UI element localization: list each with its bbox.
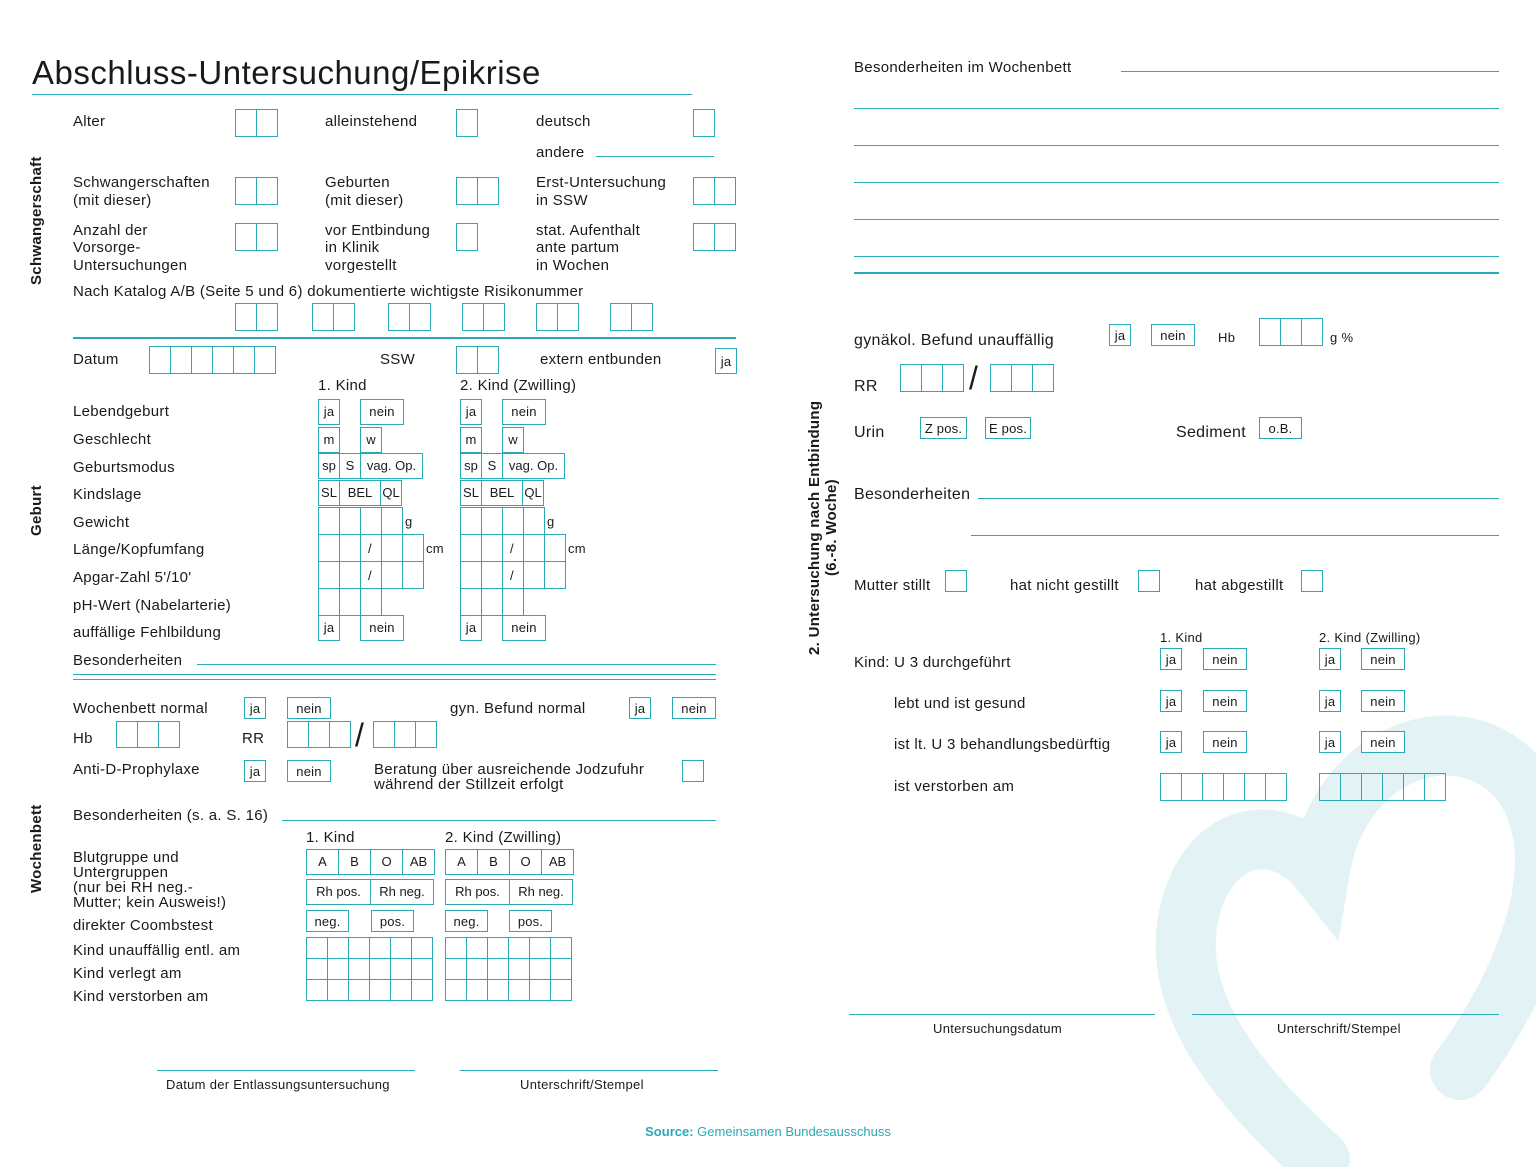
divider-right [854,272,1499,274]
label-geschlecht: Geschlecht [73,431,152,448]
wochenbett-rr-sys[interactable] [287,721,351,748]
k2-laenge-slash: / [510,541,514,556]
k2-fehlbildung-nein[interactable]: nein [502,615,546,641]
right-besonderheiten-line-1[interactable] [978,498,1499,499]
label-beratung-2: während der Stillzeit erfolgt [374,776,564,793]
label-geburten: Geburten [325,174,390,191]
risikonummer-6[interactable] [610,303,653,331]
k1-coombs-neg[interactable]: neg. [306,910,349,932]
label-ph-wert: pH-Wert (Nabelarterie) [73,597,232,614]
k1-datum-grid[interactable] [306,937,433,1001]
k2-modus-s[interactable]: S [481,453,503,479]
right-kind1-header: 1. Kind [1160,630,1203,645]
k1-lage-ql[interactable]: QL [380,480,402,506]
label-wochenbett-normal: Wochenbett normal [73,700,208,717]
wochenbett-hb-input[interactable] [116,721,180,748]
ssw-input[interactable] [456,346,499,374]
k1-rh-row [306,879,434,905]
label-laenge-kopfumfang: Länge/Kopfumfang [73,541,205,558]
k1-u3-ja[interactable]: ja [1160,648,1182,670]
label-kind-verlegt: Kind verlegt am [73,965,182,982]
extern-entbunden-ja[interactable]: ja [715,348,737,374]
geburt-datum-input[interactable] [149,346,276,374]
label-vor-entbindung-2: in Klinik [325,239,380,256]
right-rr-dia[interactable] [990,364,1054,392]
k1-fehlbildung-ja[interactable]: ja [318,615,340,641]
label-nicht-gestillt: hat nicht gestillt [1010,577,1119,594]
label-vor-entbindung-3: vorgestellt [325,257,397,274]
section-label-geburt: Geburt [28,485,45,536]
label-katalog: Nach Katalog A/B (Seite 5 und 6) dokumentierte wichtigste Risikonummer [73,283,584,300]
k2-blut-b[interactable]: B [477,849,510,875]
datum-entlassung-line[interactable] [157,1070,415,1071]
anti-d-nein[interactable]: nein [287,760,331,782]
label-ssw: SSW [380,351,416,368]
k1-apgar-slash: / [368,568,372,583]
wochenbett-normal-ja[interactable]: ja [244,697,266,719]
k2-laenge-unit: cm [568,541,586,556]
k1-laenge-slash: / [368,541,372,556]
k2-ph-input[interactable] [460,588,524,616]
divider-wochenbett-2 [73,679,716,680]
unterschrift-left-line[interactable] [460,1070,718,1071]
geburt-kind1-header: 1. Kind [318,377,367,394]
gyn-befund-ja[interactable]: ja [629,697,651,719]
anti-d-ja[interactable]: ja [244,760,266,782]
k2-coombs-neg[interactable]: neg. [445,910,488,932]
alleinstehend-checkbox[interactable] [456,109,478,137]
label-kindslage: Kindslage [73,486,142,503]
k1-blutgruppe-row [306,849,435,875]
right-kind2-header: 2. Kind (Zwilling) [1319,630,1421,645]
label-gynakol-befund: gynäkol. Befund unauffällig [854,332,1054,349]
section-label-wochenbett: Wochenbett [28,804,45,893]
urin-e-pos[interactable]: E pos. [985,417,1031,439]
k1-geschlecht-m[interactable]: m [318,427,340,453]
label-blutgruppe-3: (nur bei RH neg.- [73,879,194,896]
label-apgar: Apgar-Zahl 5'/10' [73,569,192,586]
vor-entbindung-checkbox[interactable] [456,223,478,251]
source-caption [0,1124,1536,1139]
k1-blut-b[interactable]: B [338,849,371,875]
label-u3: Kind: U 3 durchgeführt [854,654,1011,671]
k1-lebendgeburt-ja[interactable]: ja [318,399,340,425]
label-blutgruppe-4: Mutter; kein Ausweis!) [73,894,227,911]
geburten-input[interactable] [456,177,499,205]
k1-modus-s[interactable]: S [339,453,361,479]
geburt-kind2-header: 2. Kind (Zwilling) [460,377,577,394]
label-datum: Datum [73,351,119,368]
k2-geschlecht-m[interactable]: m [460,427,482,453]
right-besonderheiten-line-2[interactable] [971,535,1499,536]
bes-wochenbett-line-5[interactable] [854,256,1499,257]
k2-lebt-nein[interactable]: nein [1361,690,1405,712]
risikonummer-1[interactable] [235,303,278,331]
k2-lebendgeburt-nein[interactable]: nein [502,399,546,425]
k1-modus-sp[interactable]: sp [318,453,340,479]
label-verstorben-am: ist verstorben am [894,778,1015,795]
label-gewicht: Gewicht [73,514,130,531]
k2-rh-row [445,879,573,905]
bes-wochenbett-line-2[interactable] [854,145,1499,146]
wb-kind1-header: 1. Kind [306,829,355,846]
vorsorge-input[interactable] [235,223,278,251]
label-andere: andere [536,144,585,161]
k2-coombs-pos[interactable]: pos. [509,910,552,932]
label-anzahl-2: Vorsorge- [73,239,141,256]
k2-lebt-ja[interactable]: ja [1319,690,1341,712]
k1-behand-nein[interactable]: nein [1203,731,1247,753]
label-urin: Urin [854,424,885,441]
label-erst-untersuchung: Erst-Untersuchung [536,174,667,191]
k2-lage-bel[interactable]: BEL [481,480,523,506]
k2-blutgruppe-row [445,849,574,875]
k1-lage-sl[interactable]: SL [318,480,340,506]
label-geburt-besonderheiten: Besonderheiten [73,652,183,669]
k2-datum-grid[interactable] [445,937,572,1001]
bes-wochenbett-line-0[interactable] [1121,71,1499,72]
label-lebendgeburt: Lebendgeburt [73,403,170,420]
k2-verstorben-datum[interactable] [1319,773,1446,801]
k1-blut-o[interactable]: O [370,849,403,875]
risikonummer-4[interactable] [462,303,505,331]
label-deutsch: deutsch [536,113,591,130]
bes-wochenbett-line-1[interactable] [854,108,1499,109]
label-stat-aufenthalt-1: stat. Aufenthalt [536,222,641,239]
k1-rh-neg[interactable]: Rh neg. [370,879,434,905]
risikonummer-3[interactable] [388,303,431,331]
label-anti-d: Anti-D-Prophylaxe [73,761,200,778]
rr-slash-2: / [969,360,978,396]
schwangerschaften-input[interactable] [235,177,278,205]
label-right-besonderheiten: Besonderheiten [854,486,971,503]
label-kind-entlassen: Kind unauffällig entl. am [73,942,241,959]
k1-lebt-ja[interactable]: ja [1160,690,1182,712]
page-title: Abschluss-Untersuchung/Epikrise [32,54,541,91]
k2-u3-nein[interactable]: nein [1361,648,1405,670]
divider-geburt [73,337,736,339]
label-behandlung: ist lt. U 3 behandlungsbedürftig [894,736,1111,753]
k2-blut-a[interactable]: A [445,849,478,875]
k2-fehlbildung-ja[interactable]: ja [460,615,482,641]
k1-lebendgeburt-nein[interactable]: nein [360,399,404,425]
k2-blut-o[interactable]: O [509,849,542,875]
k2-behand-ja[interactable]: ja [1319,731,1341,753]
k1-behand-ja[interactable]: ja [1160,731,1182,753]
label-right-hb: Hb [1218,330,1236,345]
label-wochenbett-besonderheiten: Besonderheiten (s. a. S. 16) [73,807,269,824]
k2-gewicht-input[interactable] [460,507,545,535]
k2-modus-vag[interactable]: vag. Op. [502,453,565,479]
untersuchungsdatum-line[interactable] [849,1014,1155,1015]
k2-u3-ja[interactable]: ja [1319,648,1341,670]
label-alter: Alter [73,113,106,130]
k1-gewicht-unit: g [405,514,413,529]
label-blutgruppe-2: Untergruppen [73,864,169,881]
k2-blut-ab[interactable]: AB [541,849,574,875]
label-schwangerschaften: Schwangerschaften [73,174,210,191]
k1-verstorben-datum[interactable] [1160,773,1287,801]
erst-untersuchung-input[interactable] [693,177,736,205]
label-abgestillt: hat abgestillt [1195,577,1284,594]
k1-geburtsmodus [318,453,423,479]
k1-lebt-nein[interactable]: nein [1203,690,1247,712]
mutter-stillt-checkbox[interactable] [945,570,967,592]
urin-z-pos[interactable]: Z pos. [920,417,967,439]
label-stat-aufenthalt-2: ante partum [536,239,620,256]
label-bes-wochenbett: Besonderheiten im Wochenbett [854,59,1072,76]
label-mutter-stillt: Mutter stillt [854,577,931,594]
label-alleinstehend: alleinstehend [325,113,418,130]
k1-blut-ab[interactable]: AB [402,849,435,875]
risikonummer-2[interactable] [312,303,355,331]
label-coombstest: direkter Coombstest [73,917,213,934]
k2-geschlecht-w[interactable]: w [502,427,524,453]
label-vor-entbindung-1: vor Entbindung [325,222,431,239]
label-geburten-sub: (mit dieser) [325,192,404,209]
sediment-ob[interactable]: o.B. [1259,417,1302,439]
label-fehlbildung: auffällige Fehlbildung [73,624,222,641]
k2-gewicht-unit: g [547,514,555,529]
label-gyn-befund-normal: gyn. Befund normal [450,700,586,717]
deutsch-checkbox[interactable] [693,109,715,137]
label-unterschrift-left: Unterschrift/Stempel [520,1077,644,1092]
gynakol-nein[interactable]: nein [1151,324,1195,346]
k2-geburtsmodus [460,453,565,479]
k1-blut-a[interactable]: A [306,849,339,875]
alter-input[interactable] [235,109,278,137]
section-label-zweite: 2. Untersuchung nach Entbindung [806,400,823,655]
k2-lebendgeburt-ja[interactable]: ja [460,399,482,425]
gyn-befund-nein[interactable]: nein [672,697,716,719]
geburt-besonderheiten-line[interactable] [197,664,716,665]
label-anzahl-1: Anzahl der [73,222,148,239]
label-wochenbett-rr: RR [242,730,265,747]
k1-kindslage [318,480,402,506]
wochenbett-normal-nein[interactable]: nein [287,697,331,719]
k1-laenge-unit: cm [426,541,444,556]
section-label-zweite-sub: (6.-8. Woche) [823,479,840,576]
label-gpct: g % [1330,330,1354,345]
label-sediment: Sediment [1176,424,1246,441]
k2-lage-ql[interactable]: QL [522,480,544,506]
wochenbett-rr-dia[interactable] [373,721,437,748]
label-extern-entbunden: extern entbunden [540,351,662,368]
label-beratung-1: Beratung über ausreichende Jodzufuhr [374,761,645,778]
abgestillt-checkbox[interactable] [1301,570,1323,592]
source-label: Source: [645,1124,694,1139]
label-schwangerschaften-sub: (mit dieser) [73,192,152,209]
k1-gewicht-input[interactable] [318,507,403,535]
risikonummer-5[interactable] [536,303,579,331]
label-right-rr: RR [854,378,878,395]
k2-lage-sl[interactable]: SL [460,480,482,506]
k1-ph-input[interactable] [318,588,382,616]
label-unterschrift-right: Unterschrift/Stempel [1277,1021,1401,1036]
nicht-gestillt-checkbox[interactable] [1138,570,1160,592]
wochenbett-besonderheiten-line[interactable] [282,820,716,821]
label-kind-verstorben: Kind verstorben am [73,988,209,1005]
title-underline [32,94,692,95]
section-label-schwangerschaft: Schwangerschaft [28,156,45,285]
right-hb-input[interactable] [1259,318,1323,346]
source-text: Gemeinsamen Bundesausschuss [697,1124,891,1139]
k2-kindslage [460,480,544,506]
unterschrift-right-line[interactable] [1192,1014,1499,1015]
andere-input-line[interactable] [596,156,714,157]
gynakol-ja[interactable]: ja [1109,324,1131,346]
label-stat-aufenthalt-3: in Wochen [536,257,610,274]
k1-coombs-pos[interactable]: pos. [371,910,414,932]
divider-wochenbett-1 [73,674,716,675]
label-geburtsmodus: Geburtsmodus [73,459,175,476]
label-blutgruppe-1: Blutgruppe und [73,849,179,866]
label-wochenbett-hb: Hb [73,730,93,747]
label-untersuchungsdatum: Untersuchungsdatum [933,1021,1062,1036]
stat-aufenthalt-input[interactable] [693,223,736,251]
k1-geschlecht-w[interactable]: w [360,427,382,453]
k2-apgar-slash: / [510,568,514,583]
beratung-checkbox[interactable] [682,760,704,782]
label-lebt: lebt und ist gesund [894,695,1026,712]
heart-watermark [1080,690,1536,1167]
k1-u3-nein[interactable]: nein [1203,648,1247,670]
k2-behand-nein[interactable]: nein [1361,731,1405,753]
k1-fehlbildung-nein[interactable]: nein [360,615,404,641]
k1-modus-vag[interactable]: vag. Op. [360,453,423,479]
bes-wochenbett-line-4[interactable] [854,219,1499,220]
k1-lage-bel[interactable]: BEL [339,480,381,506]
k2-rh-pos[interactable]: Rh pos. [445,879,510,905]
label-erst-untersuchung-sub: in SSW [536,192,588,209]
label-datum-entlassung: Datum der Entlassungsuntersuchung [166,1077,390,1092]
k2-modus-sp[interactable]: sp [460,453,482,479]
wb-kind2-header: 2. Kind (Zwilling) [445,829,562,846]
rr-slash-1: / [355,717,364,753]
k2-rh-neg[interactable]: Rh neg. [509,879,573,905]
k1-rh-pos[interactable]: Rh pos. [306,879,371,905]
right-rr-sys[interactable] [900,364,964,392]
label-anzahl-3: Untersuchungen [73,257,188,274]
bes-wochenbett-line-3[interactable] [854,182,1499,183]
